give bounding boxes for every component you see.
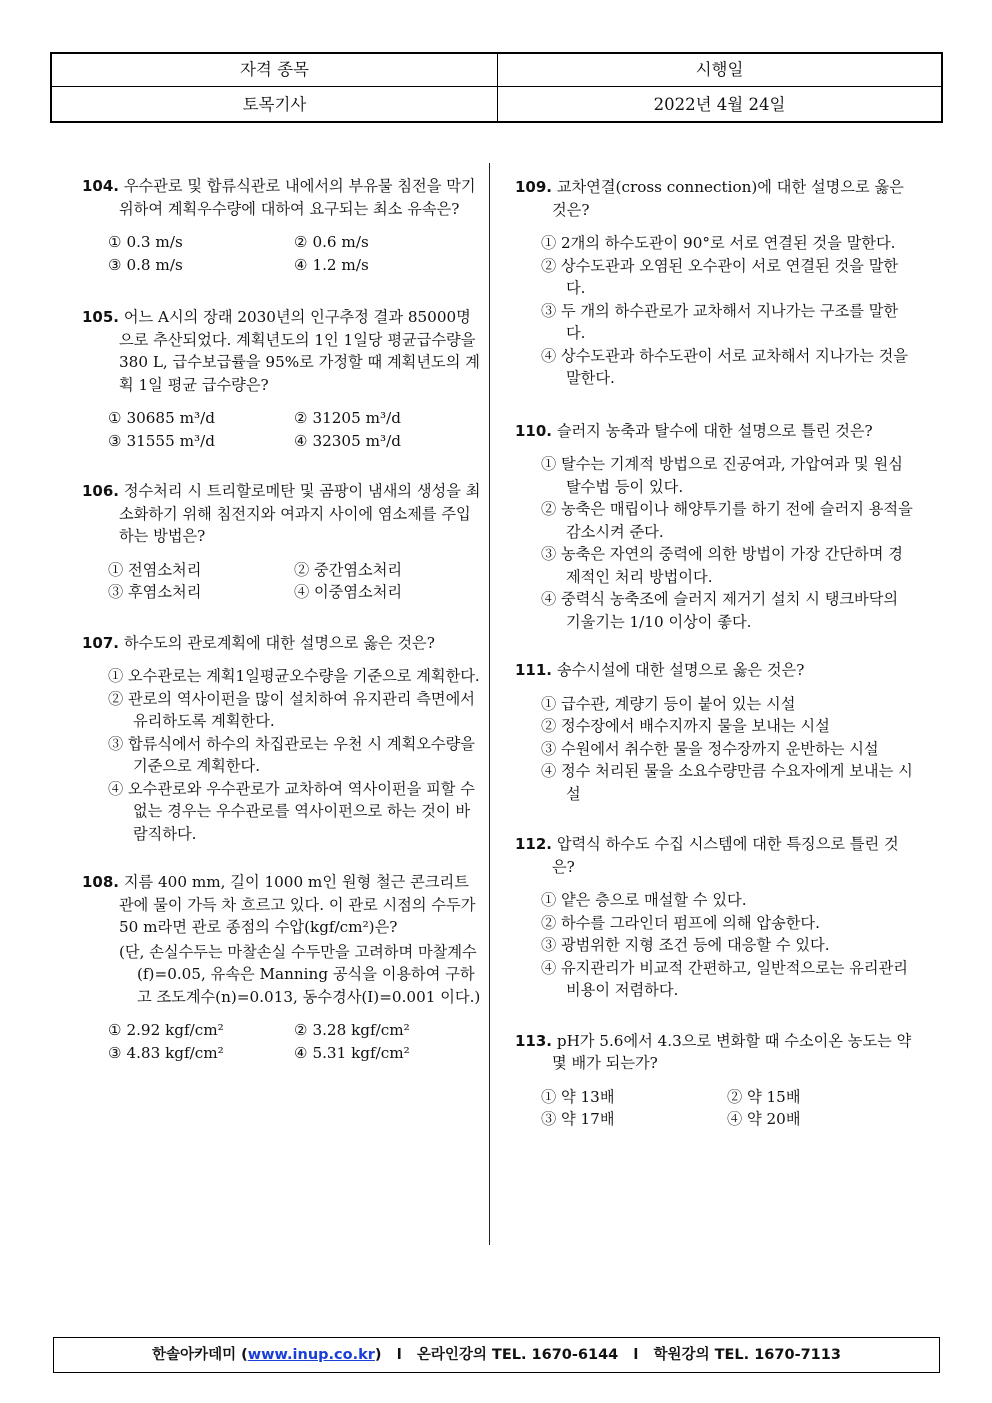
option-1: ① 2.92 kgf/cm² bbox=[108, 1021, 224, 1039]
option-1: ① 급수관, 계량기 등이 붙어 있는 시설 bbox=[541, 694, 796, 713]
question-106 bbox=[82, 480, 482, 604]
question-108 bbox=[82, 871, 482, 1064]
footer-separator: l bbox=[396, 1347, 402, 1363]
exam-info-table bbox=[50, 52, 943, 123]
exam-type-value: 토목기사 bbox=[242, 95, 307, 114]
question-stem: 슬러지 농축과 탈수에 대한 설명으로 틀린 것은? bbox=[556, 421, 873, 440]
options bbox=[541, 693, 915, 806]
question-number: 104. bbox=[82, 177, 120, 195]
question-number: 113. bbox=[515, 1031, 553, 1050]
option-3: ③ 약 17배 bbox=[541, 1110, 615, 1128]
option-4: ④ 32305 m³/d bbox=[294, 431, 401, 450]
option-2: ② 중간염소처리 bbox=[294, 560, 403, 579]
question-104 bbox=[82, 175, 482, 276]
question-stem: 송수시설에 대한 설명으로 옳은 것은? bbox=[556, 661, 805, 679]
option-2: ② 하수를 그라인더 펌프에 의해 압송한다. bbox=[541, 913, 820, 932]
option-4: ④ 중력식 농축조에 슬러지 제거기 설치 시 탱크바닥의 기울기는 1/10 이상이 좋다. bbox=[541, 590, 899, 631]
option-2: ② 관로의 역사이펀을 많이 설치하여 유지관리 측면에서 유리하도록 계획한다. bbox=[108, 689, 475, 730]
left-column bbox=[82, 175, 482, 1064]
question-107 bbox=[82, 632, 482, 846]
options bbox=[108, 1019, 482, 1064]
question-113 bbox=[515, 1030, 915, 1131]
option-3: ③ 두 개의 하수관로가 교차해서 지나가는 구조를 말한다. bbox=[541, 301, 899, 342]
option-2: ② 정수장에서 배수지까지 물을 보내는 시설 bbox=[541, 717, 830, 735]
question-number: 105. bbox=[82, 308, 120, 326]
question-number: 109. bbox=[515, 178, 553, 196]
option-2: ② 0.6 m/s bbox=[294, 233, 369, 251]
option-4: ④ 오수관로와 우수관로가 교차하여 역사이펀을 피할 수 없는 경우는 우수관로를 역사이펀으로 하는 것이 바람직하다. bbox=[108, 779, 475, 843]
question-number: 112. bbox=[515, 835, 553, 853]
option-1: ① 0.3 m/s bbox=[108, 233, 183, 251]
question-stem: 우수관로 및 합류식관로 내에서의 부유물 침전을 막기 위하여 계획우수량에 대하여 요구되는 최소 유속은? bbox=[119, 177, 476, 218]
options bbox=[108, 407, 482, 452]
option-2: ② 상수도관과 오염된 오수관이 서로 연결된 것을 말한다. bbox=[541, 256, 899, 297]
column-divider bbox=[489, 163, 490, 1245]
option-4: ④ 5.31 kgf/cm² bbox=[294, 1043, 410, 1062]
question-109 bbox=[515, 176, 915, 390]
option-3: ③ 수원에서 취수한 물을 정수장까지 운반하는 시설 bbox=[541, 739, 879, 758]
academy-paren: ) bbox=[374, 1347, 382, 1363]
option-3: ③ 4.83 kgf/cm² bbox=[108, 1043, 224, 1062]
exam-date-label: 시행일 bbox=[695, 60, 744, 79]
offline-lecture-phone: 학원강의 TEL. 1670-7113 bbox=[653, 1347, 841, 1363]
option-1: ① 얕은 층으로 매설할 수 있다. bbox=[541, 891, 747, 909]
option-1: ① 2개의 하수도관이 90°로 서로 연결된 것을 말한다. bbox=[541, 234, 896, 252]
option-4: ④ 이중염소처리 bbox=[294, 583, 403, 601]
question-112 bbox=[515, 833, 915, 1002]
option-1: ① 오수관로는 계획1일평균오수량을 기준으로 계획한다. bbox=[108, 667, 480, 685]
option-4: ④ 약 20배 bbox=[727, 1110, 801, 1128]
options bbox=[541, 1086, 915, 1131]
option-3: ③ 0.8 m/s bbox=[108, 255, 183, 274]
question-105 bbox=[82, 306, 482, 452]
option-3: ③ 광범위한 지형 조건 등에 대응할 수 있다. bbox=[541, 936, 830, 954]
question-number: 106. bbox=[82, 482, 120, 500]
option-2: ② 약 15배 bbox=[727, 1087, 801, 1106]
option-3: ③ 농축은 자연의 중력에 의한 방법이 가장 간단하며 경제적인 처리 방법이다. bbox=[541, 545, 903, 586]
option-4: ④ 상수도관과 하수도관이 서로 교차해서 지나가는 것을 말한다. bbox=[541, 346, 908, 387]
online-lecture-phone: 온라인강의 TEL. 1670-6144 bbox=[416, 1347, 619, 1363]
options bbox=[541, 453, 915, 633]
question-number: 110. bbox=[515, 421, 553, 440]
academy-name: 한솔아카데미 ( bbox=[152, 1347, 248, 1363]
question-stem: pH가 5.6에서 4.3으로 변화할 때 수소이온 농도는 약 몇 배가 되는가? bbox=[552, 1031, 912, 1072]
exam-type-label: 자격 종목 bbox=[239, 60, 309, 79]
question-110 bbox=[515, 420, 915, 634]
options bbox=[108, 559, 482, 604]
footer-separator: l bbox=[633, 1347, 639, 1363]
options bbox=[108, 231, 482, 276]
question-stem: 지름 400 mm, 길이 1000 m인 원형 철근 콘크리트 관에 물이 가득 차 흐르고 있다. 이 관로 시점의 수두가 50 m라면 관로 종점의 수압(kgf/cm²)은? bbox=[119, 873, 476, 936]
option-2: ② 농축은 매립이나 해양투기를 하기 전에 슬러지 용적을 감소시켜 준다. bbox=[541, 500, 913, 541]
question-stem: 어느 A시의 장래 2030년의 인구추정 결과 85000명으로 추산되었다. 계획년도의 1인 1일당 평균급수량을 380 L, 급수보급률을 95%로 가정할 때 계획년도의 계획 1일 평균 급수량은? bbox=[119, 308, 480, 394]
question-111 bbox=[515, 659, 915, 805]
question-note: (단, 손실수두는 마찰손실 수두만을 고려하며 마찰계수(f)=0.05, 유속은 Manning 공식을 이용하여 구하고 조도계수(n)=0.013, 동수경사(I)=0.001 이다.) bbox=[119, 942, 481, 1006]
option-2: ② 3.28 kgf/cm² bbox=[294, 1021, 410, 1039]
options bbox=[108, 665, 482, 845]
option-3: ③ 31555 m³/d bbox=[108, 431, 215, 450]
option-3: ③ 후염소처리 bbox=[108, 583, 202, 601]
right-column bbox=[515, 176, 915, 1131]
question-number: 108. bbox=[82, 873, 120, 891]
options bbox=[541, 889, 915, 1002]
question-number: 107. bbox=[82, 633, 120, 652]
option-1: ① 약 13배 bbox=[541, 1087, 615, 1106]
option-1: ① 전염소처리 bbox=[108, 560, 202, 579]
option-3: ③ 합류식에서 하수의 차집관로는 우천 시 계획오수량을 기준으로 계획한다. bbox=[108, 734, 475, 775]
question-stem: 하수도의 관로계획에 대한 설명으로 옳은 것은? bbox=[123, 633, 435, 652]
question-stem: 정수처리 시 트리할로메탄 및 곰팡이 냄새의 생성을 최소화하기 위해 침전지와 여과지 사이에 염소제를 주입하는 방법은? bbox=[119, 482, 481, 545]
question-stem: 교차연결(cross connection)에 대한 설명으로 옳은 것은? bbox=[552, 178, 904, 219]
option-4: ④ 1.2 m/s bbox=[294, 255, 369, 274]
option-4: ④ 유지관리가 비교적 간편하고, 일반적으로는 유리관리비용이 저렴하다. bbox=[541, 958, 908, 999]
question-number: 111. bbox=[515, 661, 553, 679]
option-1: ① 30685 m³/d bbox=[108, 409, 215, 427]
option-1: ① 탈수는 기계적 방법으로 진공여과, 가압여과 및 원심탈수법 등이 있다. bbox=[541, 455, 903, 496]
footer-bar bbox=[53, 1337, 940, 1373]
academy-link[interactable]: www.inup.co.kr bbox=[247, 1347, 375, 1363]
options bbox=[541, 232, 915, 390]
option-4: ④ 정수 처리된 물을 소요수량만큼 수요자에게 보내는 시설 bbox=[541, 762, 913, 803]
question-stem: 압력식 하수도 수집 시스템에 대한 특징으로 틀린 것은? bbox=[552, 835, 899, 876]
exam-date-value: 2022년 4월 24일 bbox=[653, 95, 786, 114]
option-2: ② 31205 m³/d bbox=[294, 409, 401, 427]
